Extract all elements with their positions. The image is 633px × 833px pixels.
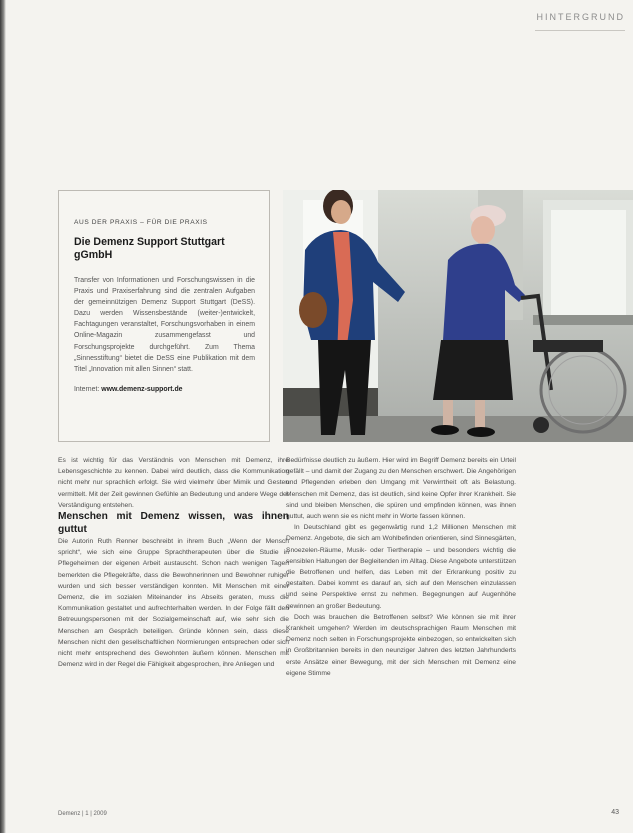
footer-issue: Demenz | 1 | 2009 — [58, 811, 107, 817]
article-paragraph: Bedürfnisse deutlich zu äußern. Hier wird im Begriff Demenz bereits ein Urteil gefällt – und damit der Zugang zu den Menschen erschwert. Die Angehörigen und Pflegenden erleben den Umgang mit Verwirrtheit oft als Belastung. Menschen mit Demenz, das ist deutlich, sind keine Opfer ihrer Krankheit. Sie sind und bleiben Menschen, die spüren und empfinden können, was ihnen guttut, auch wenn sie es nicht mehr in Worte fassen können. — [286, 457, 516, 521]
article-intro: Es ist wichtig für das Verständnis von Menschen mit Demenz, ihre Lebensgeschichte zu kennen. Dabei wird deutlich, dass die Kommunikation nicht mehr nur sprachlich erfolgt. Sie wird vielmehr über Mimik und Gesten vermittelt. Mit der Zeit gewinnen Gefühle an Bedeutung und andere Wege der Verständigung entstehen. — [58, 457, 289, 509]
box-kicker: AUS DER PRAXIS – FÜR DIE PRAXIS — [74, 219, 208, 226]
box-title: Die Demenz Support Stuttgart gGmbH — [74, 236, 225, 261]
box-link-url[interactable]: www.demenz-support.de — [101, 385, 183, 393]
article-paragraph: Doch was brauchen die Betroffenen selbst? Wie können sie mit ihrer Krankheit umgehen? Werden im deutschsprachigen Raum Menschen mit Demenz noch selten in Forschungsprojekte einbezogen, so entwickelten sich in Großbritannien bereits in den neunziger Jahren des letzten Jahrhunderts erste Ansätze einer Bewegung, mit der sich Menschen mit Demenz eine eigene Stimme — [286, 613, 516, 677]
box-link-line — [74, 386, 255, 393]
info-box — [58, 190, 270, 442]
page-binding-shadow — [0, 0, 6, 833]
article-paragraph: In Deutschland gibt es gegenwärtig rund 1,2 Millionen Menschen mit Demenz. Angebote, die sich am Wohlbefinden orientieren, sind Sinnesgärten, Snoezelen-Räume, Musik- oder Tiertherapie – und besonders wichtig die sensiblen Haltungen der Begleitenden im Alltag. Diese Angebote unterstützen die Betroffenen und helfen, das Leben mit der Erkrankung positiv zu gestalten. Dabei kommt es darauf an, sich auf den Menschen einzulassen und seine Perspektive ernst zu nehmen. Begegnungen auf Augenhöhe gewinnen an großer Bedeutung. — [286, 524, 516, 610]
box-body: Transfer von Informationen und Forschungswissen in die Praxis und Praxiserfahrung sind die zentralen Aufgaben der gemeinnützigen Demenz Support Stuttgart (DeSS). Dazu werden Wissensbestände (weiter-)entwickelt, Fachtagungen veranstaltet, Forschungsvorhaben in einem Online-Magazin zusammengefasst und Forschungsprojekte durchgeführt. Zum Thema „Sinnesstiftung“ bietet die DeSS eine Publikation mit dem Titel „Innovation mit allen Sinnen“ statt. — [74, 277, 255, 373]
section-tag: HINTERGRUND — [536, 12, 625, 22]
article-paragraph: Die Autorin Ruth Renner beschreibt in ihrem Buch „Wenn der Mensch spricht“, wie sich eine Gruppe Sprachtherapeuten über die Studie in Pflegeheimen der eigenen Arbeit austauscht. Schon nach wenigen Tagen bemerkten die Pflegekräfte, dass die Bewohnerinnen und Bewohner ruhiger wurden und sich besser verständigen konnten. Mit Menschen mit einer Demenz, die im sozialen Miteinander ins Abseits geraten, muss die Kommunikation gestaltet und aufrechterhalten werden. In der Folge fällt den Betreuungspersonen mit der Sozialgemeinschaft auf, wie sehr sich die Menschen am Gespräch beteiligen. Gründe können sein, dass diese Menschen nicht den gesellschaftlichen Normierungen entsprechen oder sich nicht mehr entsprechend des Gewohnten äußern können. Menschen mit Demenz wird in der Regel die Fähigkeit abgesprochen, ihre Anliegen und — [58, 538, 289, 669]
section-rule — [535, 30, 625, 31]
photo-caregiver-and-woman-with-walker — [283, 190, 633, 442]
article-subheading: Menschen mit Demenz wissen, was ihnen guttut — [58, 511, 289, 535]
box-link-label: Internet: — [74, 385, 100, 393]
article-column-left — [58, 455, 289, 670]
article-column-right — [286, 455, 516, 679]
page-number: 43 — [611, 809, 619, 816]
